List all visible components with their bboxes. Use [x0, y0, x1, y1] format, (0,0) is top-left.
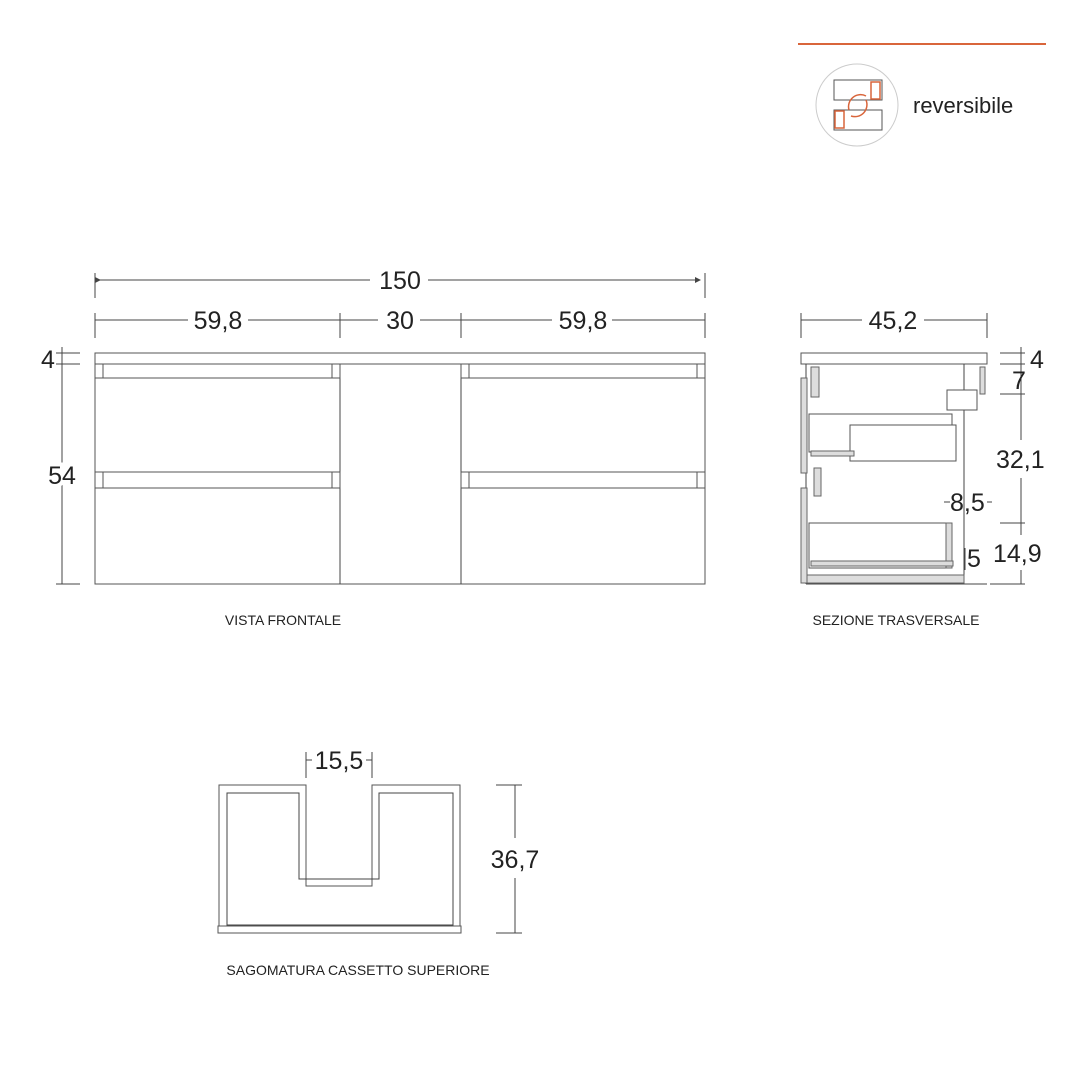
dim-height: 54: [48, 462, 76, 490]
dim-right-width: 59,8: [558, 307, 608, 335]
section-view: [801, 307, 1045, 628]
drawer-profile: [218, 747, 539, 978]
dim-top-gap: 7: [1012, 367, 1026, 395]
drawer-profile-caption: SAGOMATURA CASSETTO SUPERIORE: [226, 962, 490, 978]
dim-lower-drawer: 14,9: [993, 540, 1042, 568]
dim-profile-depth: 36,7: [490, 846, 540, 874]
front-view: [41, 267, 705, 628]
dim-section-top: 4: [1030, 346, 1044, 374]
front-view-caption: VISTA FRONTALE: [224, 612, 342, 628]
dim-top-thickness: 4: [41, 346, 55, 374]
reversible-icon: [816, 64, 898, 146]
dim-bottom-gap: 5: [967, 545, 981, 573]
dim-center-width: 30: [386, 307, 414, 335]
dim-depth: 45,2: [868, 307, 918, 335]
dim-total-width: 150: [379, 267, 421, 295]
dim-rear-gap: 8,5: [950, 489, 985, 517]
dim-notch-width: 15,5: [314, 747, 364, 775]
dim-upper-drawer: 32,1: [996, 446, 1045, 474]
dim-left-width: 59,8: [193, 307, 243, 335]
reversible-badge: [798, 44, 1046, 146]
reversible-label: reversibile: [913, 93, 1014, 118]
section-view-caption: SEZIONE TRASVERSALE: [812, 612, 980, 628]
